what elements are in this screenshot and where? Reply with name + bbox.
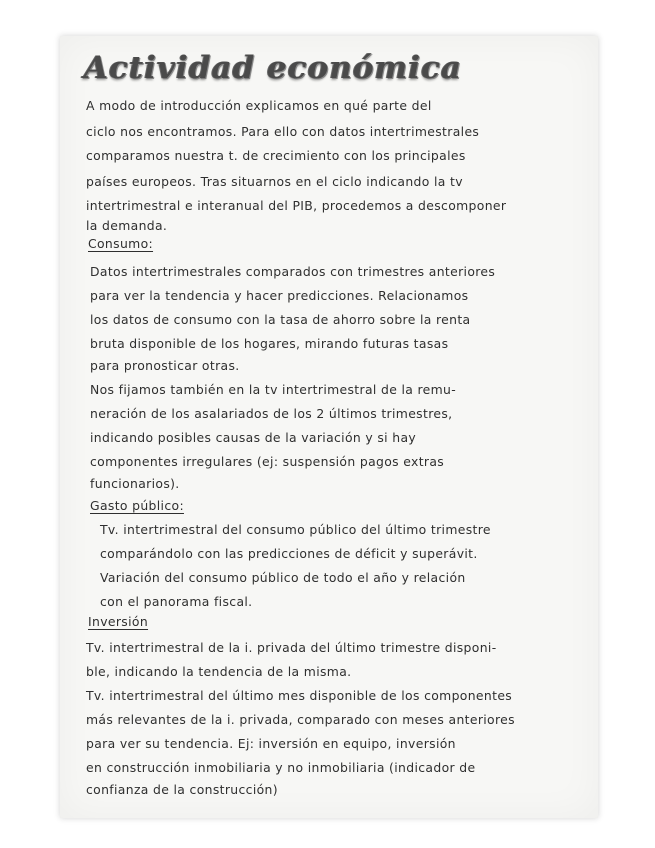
section-line: en construcción inmobiliaria y no inmobiliaria (indicador de <box>86 760 476 775</box>
intro-line: ciclo nos encontramos. Para ello con datos intertrimestrales <box>86 124 480 139</box>
section-line: Datos intertrimestrales comparados con trimestres anteriores <box>90 264 496 279</box>
section-line: Nos fijamos también en la tv intertrimestral de la remu- <box>90 382 457 397</box>
page-title: Actividad económica <box>84 50 544 86</box>
section-heading-consumo: Consumo: <box>88 236 154 251</box>
section-line: bruta disponible de los hogares, mirando futuras tasas <box>90 336 449 351</box>
section-line: neración de los asalariados de los 2 últimos trimestres, <box>90 406 453 421</box>
intro-line: intertrimestral e interanual del PIB, procedemos a descomponer <box>86 198 507 213</box>
section-line: ble, indicando la tendencia de la misma. <box>86 664 352 679</box>
section-line: para ver la tendencia y hacer predicciones. Relacionamos <box>90 288 469 303</box>
section-line: Variación del consumo público de todo el año y relación <box>100 570 466 585</box>
section-line: para ver su tendencia. Ej: inversión en equipo, inversión <box>86 736 456 751</box>
section-line: indicando posibles causas de la variación y si hay <box>90 430 417 445</box>
section-line: para pronosticar otras. <box>90 358 240 373</box>
section-line: con el panorama fiscal. <box>100 594 253 609</box>
section-line: componentes irregulares (ej: suspensión pagos extras <box>90 454 445 469</box>
section-line: comparándolo con las predicciones de déficit y superávit. <box>100 546 478 561</box>
section-line: los datos de consumo con la tasa de ahorro sobre la renta <box>90 312 471 327</box>
section-heading-inversion: Inversión <box>88 614 149 629</box>
section-heading-gasto-publico: Gasto público: <box>90 498 184 513</box>
intro-line: países europeos. Tras situarnos en el ciclo indicando la tv <box>86 174 463 189</box>
section-line: confianza de la construcción) <box>86 782 278 797</box>
intro-line: comparamos nuestra t. de crecimiento con los principales <box>86 148 466 163</box>
section-line: Tv. intertrimestral del consumo público del último trimestre <box>100 522 491 537</box>
section-line: más relevantes de la i. privada, comparado con meses anteriores <box>86 712 515 727</box>
section-line: Tv. intertrimestral de la i. privada del último trimestre disponi- <box>86 640 497 655</box>
section-line: Tv. intertrimestral del último mes disponible de los componentes <box>86 688 513 703</box>
intro-line: la demanda. <box>86 218 168 233</box>
section-line: funcionarios). <box>90 476 180 491</box>
intro-line: A modo de introducción explicamos en qué parte del <box>86 98 432 113</box>
